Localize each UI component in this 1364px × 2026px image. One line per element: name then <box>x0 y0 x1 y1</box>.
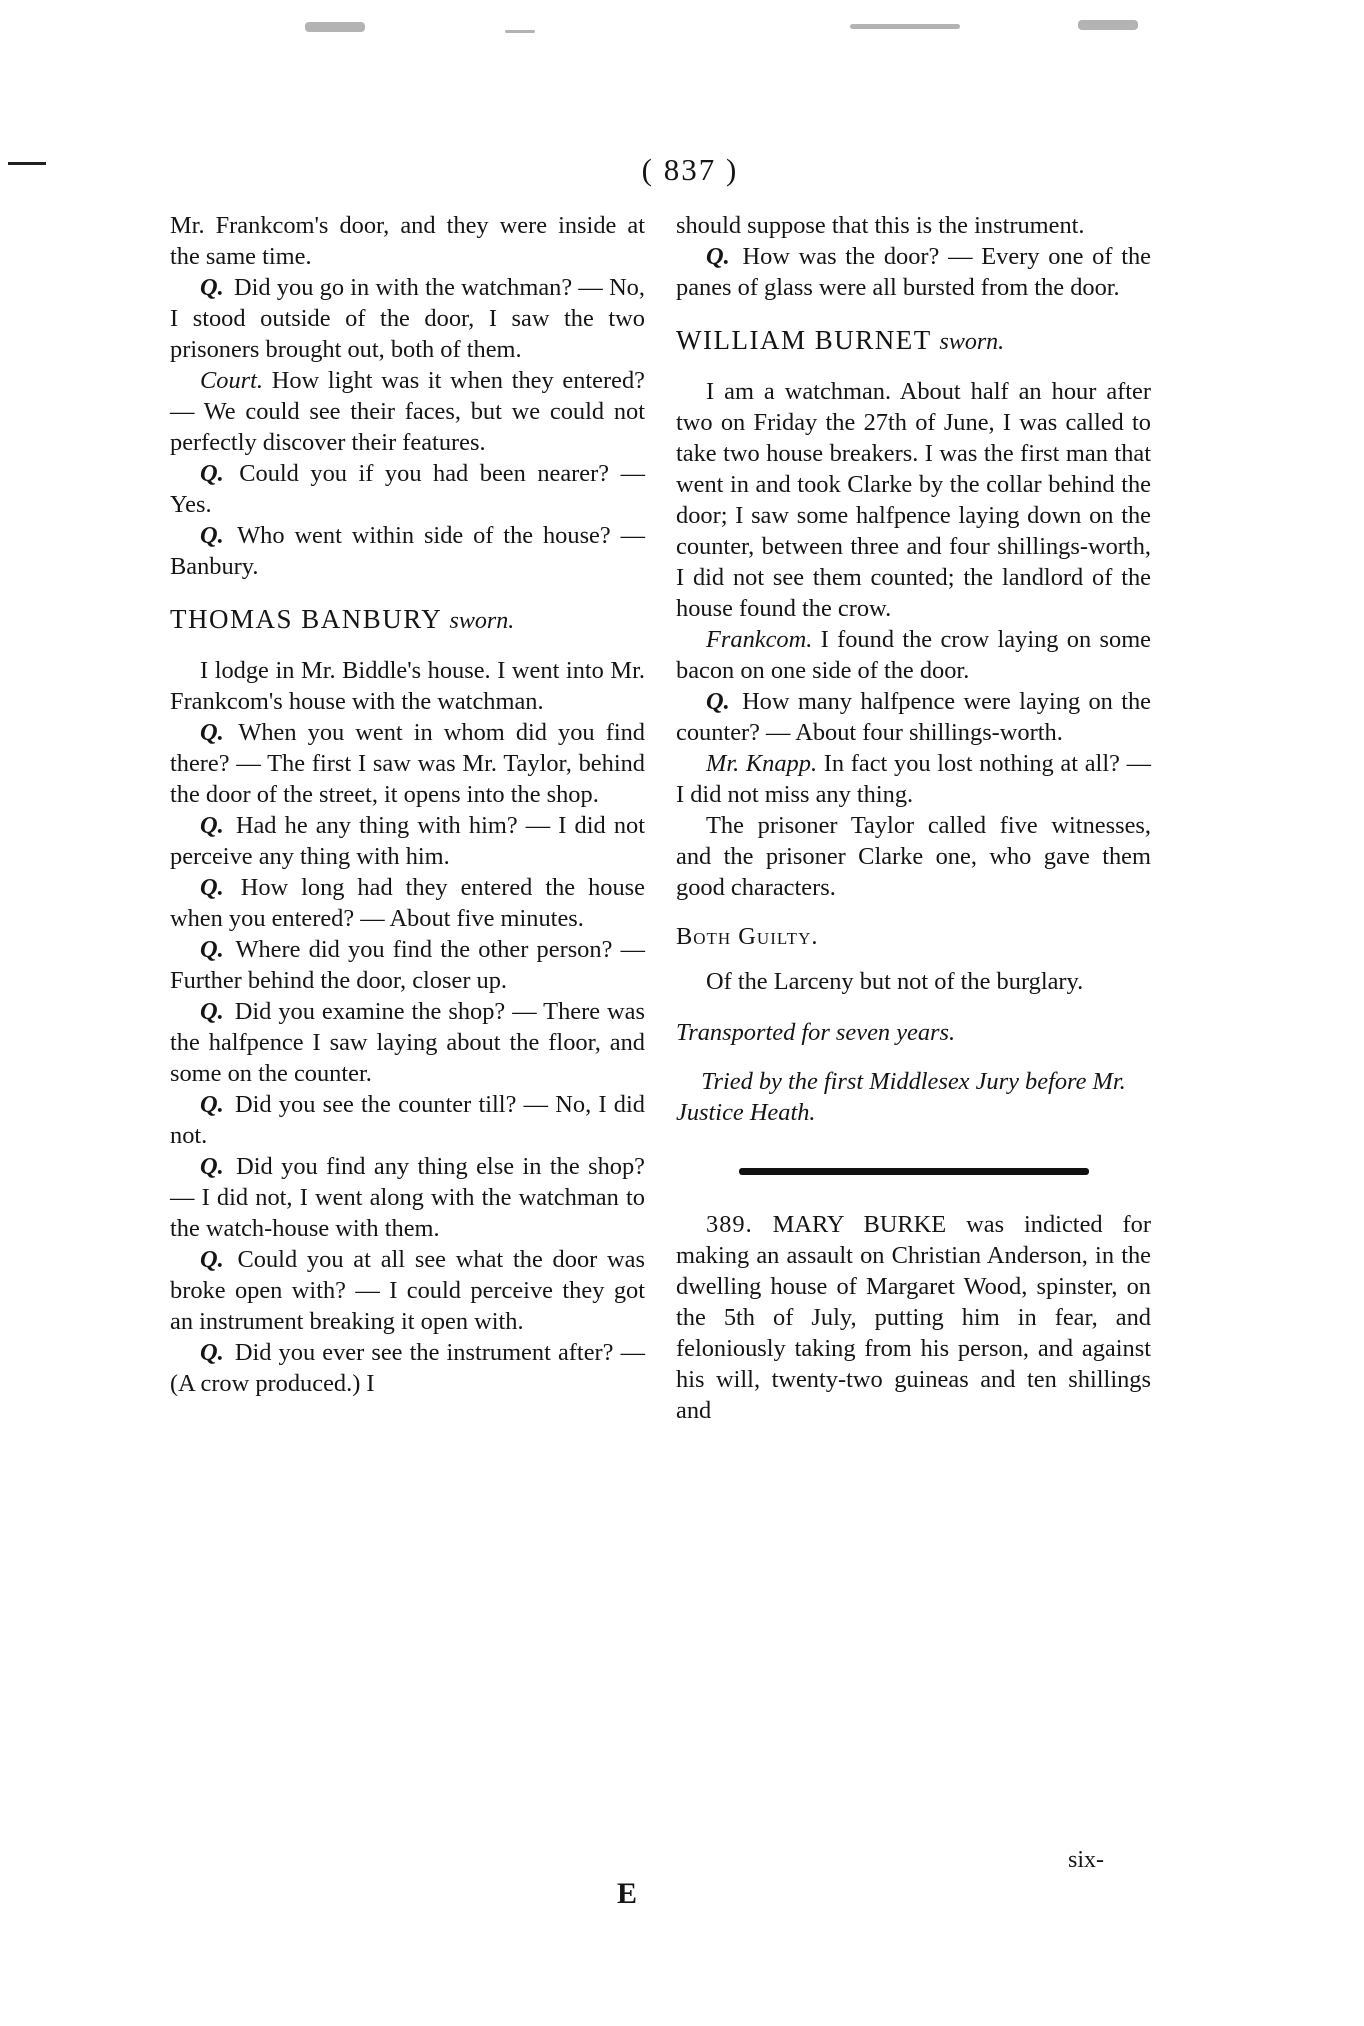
question-answer <box>170 458 645 520</box>
question-answer <box>170 1089 645 1151</box>
question-mark: Q. <box>706 243 730 270</box>
question-mark: Q. <box>200 936 224 963</box>
question-answer <box>170 272 645 365</box>
sworn-label: sworn. <box>939 329 1005 355</box>
speaker-line <box>170 365 645 458</box>
question-mark: Q. <box>200 1246 224 1273</box>
question-mark: Q. <box>200 522 224 549</box>
witness-heading <box>170 604 645 637</box>
jury-note: Tried by the first Middlesex Jury before Mr. Justice Heath. <box>676 1068 1126 1126</box>
qa-text: When you went in whom did you find there? — The first I saw was Mr. Taylor, behind the door of the street, it opens into the shop. <box>170 719 645 808</box>
witness-name: THOMAS BANBURY <box>170 604 442 634</box>
case-text: was indicted for making an assault on Christian Anderson, in the dwelling house of Margaret Wood, spinster, on the 5th of July, putting him in fear, and feloniously taking from his person, and against his will, twenty-two guineas and ten shillings and <box>676 1211 1151 1424</box>
qa-text: Did you see the counter till? — No, I did not. <box>170 1091 645 1149</box>
speaker-text: How light was it when they entered? — We could see their faces, but we could not perfectly discover their features. <box>170 367 645 456</box>
qa-text: Who went within side of the house? — Banbury. <box>170 522 645 580</box>
case-number: 389. <box>706 1211 753 1238</box>
qa-text: How many halfpence were laying on the counter? — About four shillings-worth. <box>676 688 1151 746</box>
question-mark: Q. <box>200 874 224 901</box>
testimony-paragraph: The prisoner Taylor called five witnesses, and the prisoner Clarke one, who gave them good characters. <box>676 812 1151 901</box>
right-column <box>676 210 1151 1426</box>
sentence: Transported for seven years. <box>676 1019 956 1046</box>
page-top-smudges <box>0 20 1364 50</box>
testimony-paragraph: I am a watchman. About half an hour after two on Friday the 27th of June, I was called to take two house breakers. I was the first man that went in and took Clarke by the collar behind the door; I saw some halfpence laying down on the counter, between three and four shillings-worth, I did not see them counted; the landlord of the house found the crow. <box>676 378 1151 622</box>
sworn-label: sworn. <box>449 608 515 634</box>
case-entry <box>676 1209 1151 1426</box>
question-mark: Q. <box>200 719 224 746</box>
speaker-line <box>676 748 1151 810</box>
qa-text: Had he any thing with him? — I did not perceive any thing with him. <box>170 812 645 870</box>
question-mark: Q. <box>706 688 730 715</box>
qa-text: How long had they entered the house when you entered? — About five minutes. <box>170 874 645 932</box>
speaker-name: Court. <box>200 367 264 394</box>
question-answer <box>170 934 645 996</box>
defendant-name: MARY BURKE <box>772 1211 947 1238</box>
qa-text: Did you go in with the watchman? — No, I stood outside of the door, I saw the two prisoners brought out, both of them. <box>170 274 645 363</box>
signature-mark: E <box>617 1877 638 1910</box>
ink-smudge <box>850 24 960 29</box>
question-mark: Q. <box>200 1091 224 1118</box>
qa-text: Could you at all see what the door was broke open with? — I could perceive they got an instrument breaking it open with. <box>170 1246 645 1335</box>
speaker-line <box>676 624 1151 686</box>
ink-smudge <box>305 22 365 32</box>
witness-heading <box>676 325 1151 358</box>
qa-text: Did you ever see the instrument after? — (A crow produced.) I <box>170 1339 645 1397</box>
qa-text: Where did you find the other person? — Further behind the door, closer up. <box>170 936 645 994</box>
question-answer <box>170 996 645 1089</box>
question-answer <box>676 686 1151 748</box>
qa-text: Could you if you had been nearer? — Yes. <box>170 460 645 518</box>
testimony-paragraph: I lodge in Mr. Biddle's house. I went into Mr. Frankcom's house with the watchman. <box>170 657 645 715</box>
question-answer <box>170 1337 645 1399</box>
section-rule <box>739 1168 1089 1175</box>
speaker-text: In fact you lost nothing at all? — I did not miss any thing. <box>676 750 1151 808</box>
question-answer <box>676 241 1151 303</box>
question-mark: Q. <box>200 460 224 487</box>
ink-smudge <box>1078 20 1138 30</box>
question-answer <box>170 1244 645 1337</box>
catchword: six- <box>1068 1847 1104 1873</box>
question-answer <box>170 717 645 810</box>
qa-text: How was the door? — Every one of the panes of glass were all bursted from the door. <box>676 243 1151 301</box>
continuation-text: should suppose that this is the instrument. <box>676 212 1085 239</box>
question-mark: Q. <box>200 1339 224 1366</box>
left-column <box>170 210 645 1399</box>
question-answer <box>170 1151 645 1244</box>
question-mark: Q. <box>200 812 224 839</box>
margin-mark <box>8 162 46 165</box>
speaker-name: Frankcom. <box>706 626 813 653</box>
verdict: Both Guilty. <box>676 923 819 950</box>
speaker-text: I found the crow laying on some bacon on one side of the door. <box>676 626 1151 684</box>
question-mark: Q. <box>200 1153 224 1180</box>
qa-text: Did you find any thing else in the shop? — I did not, I went along with the watchman to the watch-house with them. <box>170 1153 645 1242</box>
speaker-name: Mr. Knapp. <box>706 750 818 777</box>
question-answer <box>170 520 645 582</box>
witness-name: WILLIAM BURNET <box>676 325 932 355</box>
ink-smudge <box>505 30 535 33</box>
qa-text: Did you examine the shop? — There was the halfpence I saw laying about the floor, and some on the counter. <box>170 998 645 1087</box>
page-number: ( 837 ) <box>641 152 739 187</box>
question-answer <box>170 810 645 872</box>
testimony-paragraph: Of the Larceny but not of the burglary. <box>706 968 1084 995</box>
continuation-text: Mr. Frankcom's door, and they were inside at the same time. <box>170 212 645 270</box>
question-mark: Q. <box>200 274 224 301</box>
question-mark: Q. <box>200 998 224 1025</box>
question-answer <box>170 872 645 934</box>
